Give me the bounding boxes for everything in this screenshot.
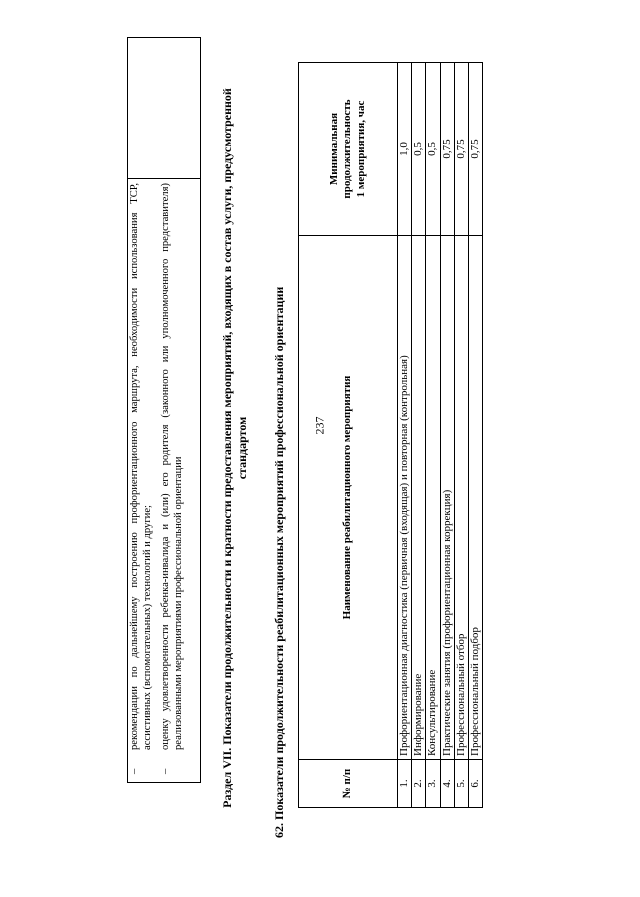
table-row bbox=[440, 63, 454, 808]
bullet-text: рекомендации по дальнейшему построению профориентационного маршрута, необходимости использования ТСР, ассистивных (вспомогательных) технологий и другие; bbox=[129, 183, 154, 750]
row-duration: 0,75 bbox=[440, 63, 454, 236]
row-number: 4. bbox=[440, 760, 454, 808]
row-number: 5. bbox=[454, 760, 468, 808]
table-row bbox=[454, 63, 468, 808]
continuation-table bbox=[127, 37, 201, 783]
row-number: 3. bbox=[426, 760, 440, 808]
row-duration: 1,0 bbox=[398, 63, 412, 236]
row-event-name: Консультирование bbox=[426, 236, 440, 760]
table-row bbox=[469, 63, 483, 808]
bullet-dash: – bbox=[160, 768, 172, 774]
row-duration: 0,75 bbox=[469, 63, 483, 236]
header-line: 1 мероприятия, час bbox=[354, 100, 367, 198]
header-line: Минимальная bbox=[328, 112, 341, 186]
rotated-content bbox=[40, 48, 600, 848]
table-row bbox=[412, 63, 426, 808]
bullet-text: оценку удовлетворенности ребенка-инвалида и (или) его родителя (законного или уполномоченного представителя) реализованными мероприятиями профессиональной ориентации bbox=[160, 183, 185, 750]
table-row bbox=[398, 63, 412, 808]
table-title: 62. Показатели продолжительности реабилитационных мероприятий профессиональной ориентации bbox=[272, 286, 286, 838]
section-title: Раздел VII. Показатели продолжительности и кратности предоставления мероприятий, входящих в состав услуги, предусмотренной стандартом bbox=[220, 88, 249, 808]
row-event-name: Практические занятия (профориентационная коррекция) bbox=[440, 236, 454, 760]
row-event-name: Профессиональный подбор bbox=[469, 236, 483, 760]
header-min-duration bbox=[299, 63, 398, 236]
bullet-item bbox=[128, 183, 154, 778]
row-event-name: Профориентационная диагностика (первичная (входящая) и повторная (контрольная) bbox=[398, 236, 412, 760]
bullet-item bbox=[159, 183, 185, 778]
header-number: № п/п bbox=[299, 760, 398, 808]
row-duration: 0,5 bbox=[412, 63, 426, 236]
page-number: 237 bbox=[312, 416, 327, 435]
bullet-dash: – bbox=[129, 768, 140, 774]
row-event-name: Информирование bbox=[412, 236, 426, 760]
empty-cell bbox=[128, 38, 201, 179]
row-number: 6. bbox=[469, 760, 483, 808]
row-duration: 0,5 bbox=[426, 63, 440, 236]
table-row bbox=[426, 63, 440, 808]
row-number: 1. bbox=[398, 760, 412, 808]
row-event-name: Профессиональный отбор bbox=[454, 236, 468, 760]
continuation-cell bbox=[128, 179, 201, 783]
row-number: 2. bbox=[412, 760, 426, 808]
header-line: продолжительность bbox=[341, 99, 354, 199]
row-duration: 0,75 bbox=[454, 63, 468, 236]
header-event-name: Наименование реабилитационного мероприятия bbox=[299, 236, 398, 760]
